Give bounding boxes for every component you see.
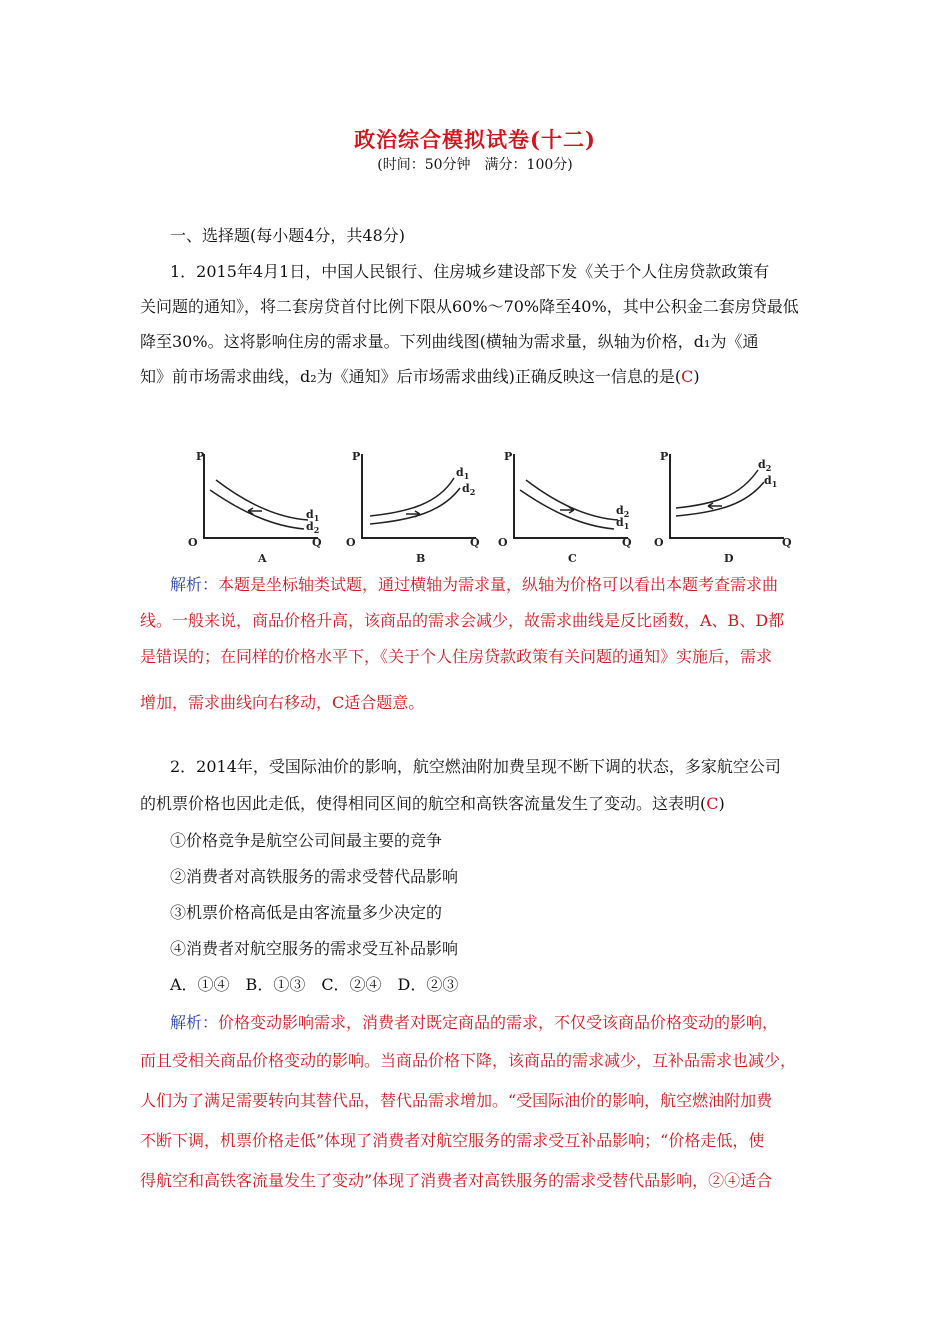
q2-item-1: ①价格竞争是航空公司间最主要的竞争 <box>170 831 443 850</box>
graph-a-p-label: P <box>196 450 205 463</box>
q1-analysis-1 <box>170 574 850 596</box>
page-title: 政治综合模拟试卷(十二) <box>354 127 596 152</box>
graph-d-q-label: Q <box>782 536 792 549</box>
graph-c-option-label: C <box>568 552 577 565</box>
q2-analysis-2: 而且受相关商品价格变动的影响。当商品价格下降，该商品的需求减少，互补品需求也减少， <box>140 1051 797 1070</box>
graph-d-d2-label: $d_2$ <box>758 458 772 473</box>
graph-a-origin-label: O <box>188 536 198 549</box>
section-heading: 一、选择题(每小题4分，共48分) <box>170 226 406 245</box>
graph-c-p-label: P <box>504 450 513 463</box>
q2-item-4: ④消费者对航空服务的需求受互补品影响 <box>170 939 459 958</box>
q2-analysis-3: 人们为了满足需要转向其替代品，替代品需求增加。“受国际油价的影响，航空燃油附加费 <box>140 1091 773 1110</box>
q2-analysis-1 <box>170 1012 850 1034</box>
graph-d-p-label: P <box>660 450 669 463</box>
graph-a-q-label: Q <box>312 536 322 549</box>
graph-a <box>180 446 320 566</box>
q2-item-2: ②消费者对高铁服务的需求受替代品影响 <box>170 867 459 886</box>
graph-d <box>646 446 796 566</box>
graph-b-q-label: Q <box>470 536 480 549</box>
graph-a-d2-label: $d_2$ <box>306 520 320 535</box>
graph-b-curve-d2 <box>370 488 460 524</box>
q1-analysis-4: 增加，需求曲线向右移动，C适合题意。 <box>140 693 425 712</box>
graph-b-option-label: B <box>416 552 426 565</box>
graph-c-origin-label: O <box>498 536 508 549</box>
graph-a-option-label: A <box>258 552 267 565</box>
q1-stem-end: 知》前市场需求曲线，d₂为《通知》后市场需求曲线)正确反映这一信息的是( <box>140 367 682 386</box>
graph-b-origin-label: O <box>346 536 356 549</box>
q1-answer: C <box>681 367 694 386</box>
q2-analysis-text-1: 价格变动影响需求，消费者对既定商品的需求，不仅受该商品价格变动的影响， <box>218 1013 779 1032</box>
q1-close: ) <box>693 367 700 386</box>
graph-c-d2-label: $d_2$ <box>616 504 630 519</box>
q1-analysis-3: 是错误的；在同样的价格水平下，《关于个人住房贷款政策有关问题的通知》实施后，需求 <box>140 647 773 666</box>
graph-d-d1-label: $d_1$ <box>764 474 778 489</box>
graph-a-curve-d1 <box>216 480 308 520</box>
q1-line-4 <box>140 366 820 388</box>
q2-line-1: 2．2014年，受国际油价的影响，航空燃油附加费呈现不断下调的状态，多家航空公司 <box>170 757 781 776</box>
graph-d-origin-label: O <box>654 536 664 549</box>
graph-c <box>490 446 640 566</box>
page-subtitle: (时间：50分钟 满分：100分) <box>377 157 573 173</box>
graph-b-curve-d1 <box>370 478 454 516</box>
q2-analysis-5: 得航空和高铁客流量发生了变动”体现了消费者对高铁服务的需求受替代品影响，②④适合 <box>140 1171 773 1190</box>
graph-b-d2-label: $d_2$ <box>462 482 476 497</box>
graph-a-d1-label: $d_1$ <box>306 508 320 523</box>
q2-answer: C <box>706 794 719 813</box>
graph-b <box>338 446 488 566</box>
q2-item-3: ③机票价格高低是由客流量多少决定的 <box>170 903 443 922</box>
graph-c-q-label: Q <box>622 536 632 549</box>
q1-analysis-2: 线。一般来说，商品价格升高，该商品的需求会减少，故需求曲线是反比函数，A、B、D都 <box>140 611 785 630</box>
graph-d-curve-d2 <box>676 470 758 508</box>
q2-stem-end: 的机票价格也因此走低，使得相同区间的航空和高铁客流量发生了变动。这表明( <box>140 794 707 813</box>
q2-line-2 <box>140 793 820 815</box>
graph-b-d1-label: $d_1$ <box>456 466 470 481</box>
graph-a-curve-d2 <box>210 490 304 529</box>
graph-a-axes <box>204 454 318 538</box>
graph-c-axes <box>514 454 628 538</box>
q2-analysis-4: 不断下调，机票价格走低”体现了消费者对航空服务的需求受互补品影响；“价格走低，使 <box>140 1131 765 1150</box>
graph-b-p-label: P <box>352 450 361 463</box>
q1-line-1: 1．2015年4月1日，中国人民银行、住房城乡建设部下发《关于个人住房贷款政策有 <box>170 262 770 281</box>
q1-demand-graphs <box>180 446 800 566</box>
q1-line-3: 降至30%。这将影响住房的需求量。下列曲线图(横轴为需求量，纵轴为价格，d₁为《通 <box>140 332 759 351</box>
q2-close: ) <box>718 794 725 813</box>
q1-analysis-text-1: 本题是坐标轴类试题，通过横轴为需求量，纵轴为价格可以看出本题考查需求曲 <box>218 575 779 594</box>
graph-c-curve-d2 <box>526 480 618 520</box>
graph-c-d1-label: $d_1$ <box>616 516 630 531</box>
graph-d-option-label: D <box>724 552 734 565</box>
q1-analysis-label: 解析： <box>170 575 219 594</box>
q1-line-2: 关问题的通知》，将二套房贷首付比例下限从60%～70%降至40%，其中公积金二套房贷最低 <box>140 297 799 316</box>
graph-a-shift-arrow <box>248 508 262 514</box>
graph-b-shift-arrow <box>406 511 420 517</box>
q2-options: A．①④ B．①③ C．②④ D．②③ <box>170 975 459 994</box>
graph-c-shift-arrow <box>560 507 574 513</box>
q2-analysis-label: 解析： <box>170 1013 219 1032</box>
